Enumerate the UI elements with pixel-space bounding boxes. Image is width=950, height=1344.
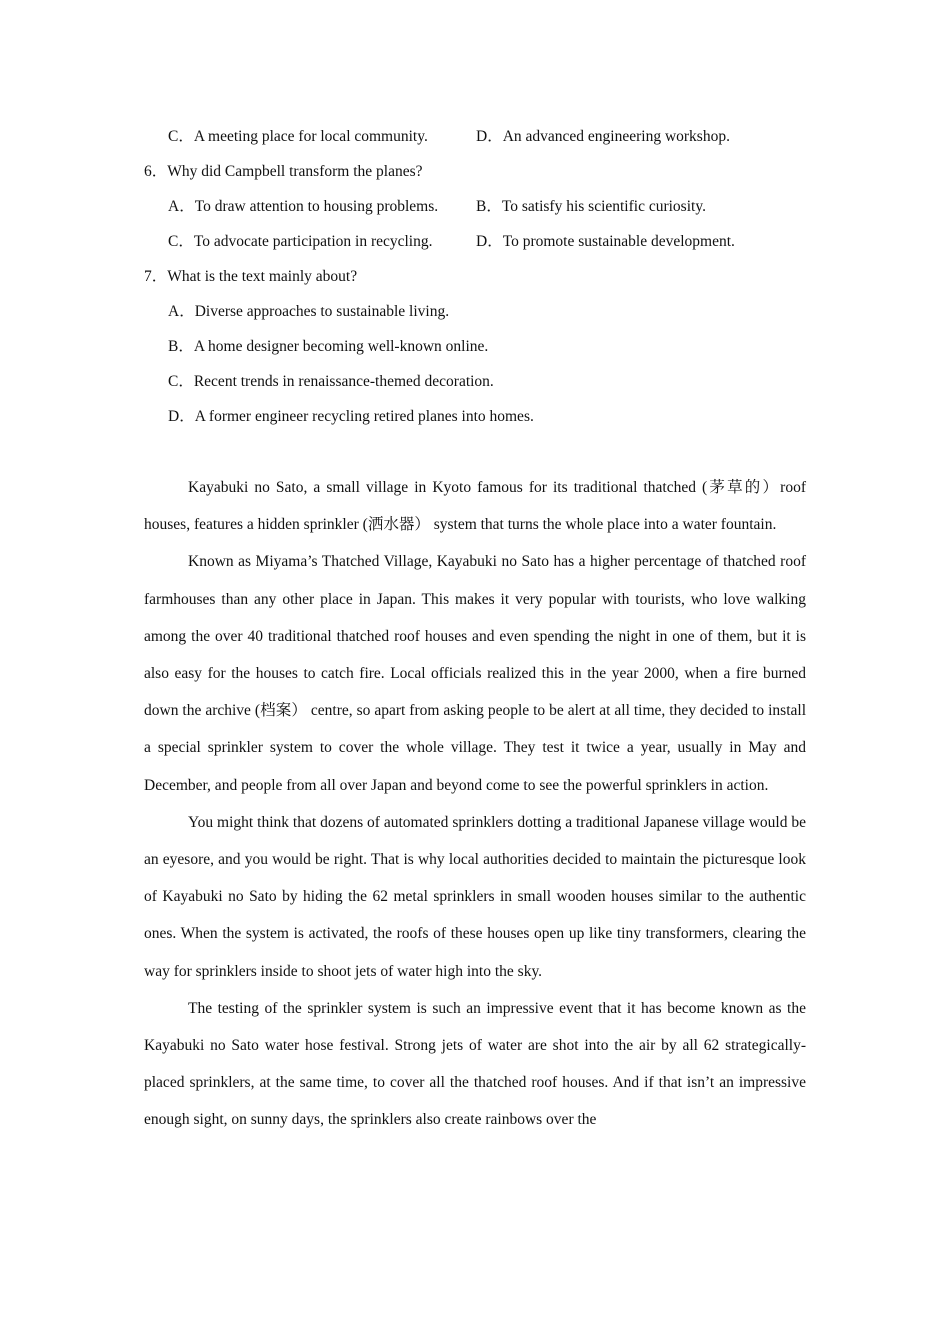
- q7-stem: 7．What is the text mainly about?: [144, 268, 358, 285]
- q6-option-a: A．To draw attention to housing problems.: [168, 198, 439, 215]
- passage-paragraph-1: Kayabuki no Sato, a small village in Kyoto famous for its traditional thatched (茅草的）roof houses, features a hidden sprinkler (洒水器） system that turns the whole place into a water fountain.: [144, 479, 806, 534]
- passage-paragraph-3: You might think that dozens of automated sprinklers dotting a traditional Japanese village would be an eyesore, and you would be right. That is why local authorities decided to maintain the picturesque look of Kayabuki no Sato by hiding the 62 metal sprinklers in small wooden houses similar to the authentic ones. When the system is activated, the roofs of these houses open up like tiny transformers, clearing the way for sprinklers inside to shoot jets of water high into the sky.: [144, 813, 806, 980]
- q6-option-c: C．To advocate participation in recycling.: [168, 233, 433, 250]
- q5-option-d: D．An advanced engineering workshop.: [476, 128, 730, 145]
- q7-option-b: B．A home designer becoming well-known online.: [168, 338, 489, 355]
- passage-paragraph-2: Known as Miyama’s Thatched Village, Kayabuki no Sato has a higher percentage of thatched roof farmhouses than any other place in Japan. This makes it very popular with tourists, who love walking among the over 40 traditional thatched roof houses and even spending the night in one of them, but it is also easy for the houses to catch fire. Local officials realized this in the year 2000, when a fire burned down the archive (档案） centre, so apart from asking people to be alert at all time, they decided to install a special sprinkler system to cover the whole village. They test it twice a year, usually in May and December, and people from all over Japan and beyond come to see the powerful sprinklers in action.: [144, 553, 806, 794]
- q6-option-b: B．To satisfy his scientific curiosity.: [476, 198, 706, 215]
- passage-paragraph-4: The testing of the sprinkler system is such an impressive event that it has become known as the Kayabuki no Sato water hose festival. Strong jets of water are shot into the air by all 62 strategically-placed sprinklers, at the same time, to cover all the thatched roof houses. And if that isn’t an impressive enough sight, on sunny days, the sprinklers also create rainbows over the: [144, 999, 806, 1129]
- q7-option-d: D．A former engineer recycling retired planes into homes.: [168, 408, 534, 425]
- q5-option-d-wrap: [476, 127, 730, 147]
- reading-passage: [144, 469, 806, 1139]
- q7-option-a: A．Diverse approaches to sustainable living.: [168, 303, 450, 320]
- q6-stem: 6．Why did Campbell transform the planes?: [144, 163, 423, 180]
- q7-option-c: C．Recent trends in renaissance-themed decoration.: [168, 373, 494, 390]
- q5-options-row-cd: [168, 127, 428, 147]
- q5-option-c: C．A meeting place for local community.: [168, 128, 428, 145]
- q6-option-d: D．To promote sustainable development.: [476, 233, 735, 250]
